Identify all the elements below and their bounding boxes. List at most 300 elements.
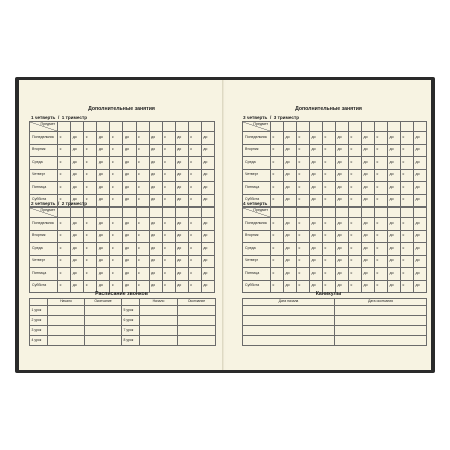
lesson-label: 5 урок (122, 306, 140, 316)
time-from-cell: с (297, 132, 310, 145)
time-to-cell: до (414, 255, 427, 268)
subject-cell (71, 122, 84, 132)
schedule-row (243, 218, 427, 231)
time-from-cell: с (323, 268, 336, 281)
time-from-cell: с (58, 182, 71, 195)
time-to-cell: до (71, 169, 84, 182)
subject-cell (388, 122, 401, 132)
time-to-cell: до (336, 230, 349, 243)
time-to-cell: до (123, 230, 136, 243)
subject-header-cell: Предмет (30, 208, 58, 218)
subject-cell (136, 208, 149, 218)
bell-start-header: Начало (48, 299, 85, 306)
time-from-cell: с (188, 280, 201, 293)
subject-cell (323, 208, 336, 218)
time-from-cell: с (110, 132, 123, 145)
time-to-cell: до (414, 230, 427, 243)
time-to-cell: до (310, 280, 323, 293)
time-from-cell: с (162, 230, 175, 243)
time-to-cell: до (284, 243, 297, 256)
time-to-cell: до (175, 132, 188, 145)
time-from-cell: с (323, 157, 336, 170)
time-to-cell: до (414, 169, 427, 182)
time-to-cell: до (284, 144, 297, 157)
day-label: Пятница (30, 268, 58, 281)
time-from-cell: с (323, 132, 336, 145)
time-from-cell: с (188, 218, 201, 231)
time-from-cell: с (323, 169, 336, 182)
time-to-cell: до (123, 255, 136, 268)
time-to-cell: до (175, 243, 188, 256)
subject-cell (297, 122, 310, 132)
subject-cell (110, 208, 123, 218)
time-to-cell: до (336, 169, 349, 182)
lesson-label: 3 урок (30, 326, 48, 336)
time-to-cell: до (336, 280, 349, 293)
time-from-cell: с (323, 218, 336, 231)
subject-cell (375, 208, 388, 218)
time-to-cell: до (310, 169, 323, 182)
schedule-row (243, 255, 427, 268)
subject-cell (97, 208, 110, 218)
time-to-cell: до (388, 230, 401, 243)
subject-cell (136, 122, 149, 132)
time-to-cell: до (388, 243, 401, 256)
time-to-cell: до (201, 218, 214, 231)
time-from-cell: с (162, 157, 175, 170)
day-label: Понедельник (30, 132, 58, 145)
time-from-cell: с (84, 169, 97, 182)
time-to-cell: до (149, 157, 162, 170)
time-from-cell: с (58, 230, 71, 243)
subject-cell (336, 208, 349, 218)
time-from-cell: с (188, 132, 201, 145)
time-from-cell: с (323, 230, 336, 243)
time-from-cell: с (162, 144, 175, 157)
time-from-cell: с (136, 243, 149, 256)
time-to-cell: до (175, 230, 188, 243)
time-to-cell: до (336, 144, 349, 157)
day-label: Суббота (30, 280, 58, 293)
time-from-cell: с (58, 194, 71, 207)
time-to-cell: до (388, 144, 401, 157)
time-to-cell: до (97, 280, 110, 293)
schedule-row (30, 243, 215, 256)
subject-cell (349, 122, 362, 132)
time-to-cell: до (123, 218, 136, 231)
time-to-cell: до (97, 230, 110, 243)
day-label: Пятница (243, 268, 271, 281)
subject-cell (71, 208, 84, 218)
time-from-cell: с (297, 144, 310, 157)
time-to-cell: до (336, 132, 349, 145)
time-to-cell: до (149, 169, 162, 182)
subject-header-cell: Предмет (243, 208, 271, 218)
time-to-cell: до (414, 132, 427, 145)
time-to-cell: до (201, 182, 214, 195)
subject-cell (175, 208, 188, 218)
schedule-row (243, 268, 427, 281)
subject-cell (414, 122, 427, 132)
time-from-cell: с (375, 280, 388, 293)
time-to-cell: до (149, 255, 162, 268)
subject-cell (323, 122, 336, 132)
time-to-cell: до (336, 255, 349, 268)
time-from-cell: с (162, 255, 175, 268)
time-from-cell: с (58, 255, 71, 268)
schedule-row (30, 169, 215, 182)
time-from-cell: с (271, 157, 284, 170)
time-from-cell: с (58, 280, 71, 293)
time-to-cell: до (175, 268, 188, 281)
day-label: Среда (30, 243, 58, 256)
time-from-cell: с (401, 268, 414, 281)
time-to-cell: до (123, 280, 136, 293)
time-to-cell: до (149, 243, 162, 256)
time-from-cell: с (110, 144, 123, 157)
time-from-cell: с (110, 169, 123, 182)
time-to-cell: до (71, 194, 84, 207)
time-from-cell: с (349, 268, 362, 281)
subject-cell (84, 208, 97, 218)
subject-cell (284, 208, 297, 218)
time-to-cell: до (336, 157, 349, 170)
time-from-cell: с (84, 255, 97, 268)
time-to-cell: до (414, 268, 427, 281)
time-from-cell: с (401, 255, 414, 268)
bell-end-header: Окончание (85, 299, 122, 306)
time-from-cell: с (162, 218, 175, 231)
time-from-cell: с (271, 144, 284, 157)
time-from-cell: с (162, 182, 175, 195)
subject-cell (362, 122, 375, 132)
subject-cell (401, 122, 414, 132)
bell-start-header: Начало (140, 299, 178, 306)
bell-end-header: Окончание (178, 299, 216, 306)
subject-cell (149, 208, 162, 218)
time-from-cell: с (188, 243, 201, 256)
time-from-cell: с (323, 280, 336, 293)
time-from-cell: с (323, 182, 336, 195)
time-to-cell: до (284, 280, 297, 293)
lesson-label: 8 урок (122, 336, 140, 346)
time-to-cell: до (284, 132, 297, 145)
time-to-cell: до (71, 157, 84, 170)
time-to-cell: до (71, 280, 84, 293)
subject-header-cell: Предмет (30, 122, 58, 132)
lesson-label: 7 урок (122, 326, 140, 336)
quarter-3-label: 3 четверть / 3 триместр (243, 115, 300, 120)
time-from-cell: с (349, 144, 362, 157)
time-to-cell: до (97, 268, 110, 281)
subject-cell (201, 122, 214, 132)
time-to-cell: до (388, 132, 401, 145)
time-from-cell: с (162, 243, 175, 256)
time-to-cell: до (201, 255, 214, 268)
time-from-cell: с (58, 169, 71, 182)
time-from-cell: с (136, 182, 149, 195)
time-to-cell: до (388, 280, 401, 293)
time-to-cell: до (201, 243, 214, 256)
time-to-cell: до (310, 182, 323, 195)
time-from-cell: с (136, 268, 149, 281)
time-to-cell: до (388, 194, 401, 207)
time-from-cell: с (375, 182, 388, 195)
holidays-title: Каникулы (315, 291, 342, 297)
time-from-cell: с (349, 194, 362, 207)
time-to-cell: до (362, 182, 375, 195)
time-to-cell: до (362, 157, 375, 170)
right-page-title: Дополнительные занятия (295, 106, 362, 112)
time-to-cell: до (284, 230, 297, 243)
time-to-cell: до (97, 144, 110, 157)
time-to-cell: до (388, 218, 401, 231)
time-from-cell: с (375, 144, 388, 157)
time-from-cell: с (375, 194, 388, 207)
time-to-cell: до (175, 194, 188, 207)
time-to-cell: до (310, 144, 323, 157)
subject-header-cell: Предмет (243, 122, 271, 132)
time-from-cell: с (401, 132, 414, 145)
time-from-cell: с (375, 157, 388, 170)
day-label: Четверг (243, 169, 271, 182)
time-from-cell: с (375, 132, 388, 145)
time-to-cell: до (310, 255, 323, 268)
schedule-table-q1 (29, 121, 215, 207)
time-from-cell: с (84, 218, 97, 231)
time-from-cell: с (323, 243, 336, 256)
time-from-cell: с (84, 230, 97, 243)
subject-cell (336, 122, 349, 132)
schedule-row (243, 243, 427, 256)
lesson-label: 4 урок (30, 336, 48, 346)
time-from-cell: с (271, 218, 284, 231)
day-label: Вторник (30, 230, 58, 243)
time-from-cell: с (401, 218, 414, 231)
time-from-cell: с (401, 230, 414, 243)
subject-cell (175, 122, 188, 132)
time-from-cell: с (136, 169, 149, 182)
time-to-cell: до (97, 243, 110, 256)
time-from-cell: с (297, 169, 310, 182)
time-from-cell: с (271, 194, 284, 207)
schedule-row (30, 144, 215, 157)
time-from-cell: с (323, 194, 336, 207)
day-label: Пятница (30, 182, 58, 195)
time-to-cell: до (149, 132, 162, 145)
day-label: Среда (30, 157, 58, 170)
time-from-cell: с (349, 230, 362, 243)
time-from-cell: с (110, 157, 123, 170)
time-from-cell: с (110, 243, 123, 256)
time-to-cell: до (123, 169, 136, 182)
time-to-cell: до (71, 132, 84, 145)
time-from-cell: с (271, 243, 284, 256)
subject-cell (188, 122, 201, 132)
subject-cell (401, 208, 414, 218)
time-to-cell: до (149, 268, 162, 281)
time-to-cell: до (97, 194, 110, 207)
time-to-cell: до (71, 182, 84, 195)
time-to-cell: до (175, 218, 188, 231)
time-from-cell: с (136, 144, 149, 157)
time-from-cell: с (188, 169, 201, 182)
time-from-cell: с (375, 255, 388, 268)
time-to-cell: до (362, 268, 375, 281)
time-from-cell: с (349, 255, 362, 268)
schedule-row (30, 218, 215, 231)
time-to-cell: до (336, 268, 349, 281)
time-to-cell: до (123, 243, 136, 256)
time-to-cell: до (388, 268, 401, 281)
schedule-row (243, 194, 427, 207)
time-to-cell: до (71, 255, 84, 268)
day-label: Вторник (243, 230, 271, 243)
time-from-cell: с (136, 157, 149, 170)
time-to-cell: до (362, 194, 375, 207)
time-to-cell: до (414, 157, 427, 170)
time-to-cell: до (97, 157, 110, 170)
left-page-title: Дополнительные занятия (88, 106, 155, 112)
day-label: Вторник (30, 144, 58, 157)
subject-cell (123, 122, 136, 132)
time-to-cell: до (123, 182, 136, 195)
time-from-cell: с (375, 230, 388, 243)
time-to-cell: до (284, 268, 297, 281)
time-to-cell: до (310, 268, 323, 281)
time-to-cell: до (336, 182, 349, 195)
time-to-cell: до (362, 218, 375, 231)
time-to-cell: до (123, 157, 136, 170)
time-to-cell: до (149, 280, 162, 293)
time-from-cell: с (297, 255, 310, 268)
time-from-cell: с (375, 218, 388, 231)
schedule-row (243, 182, 427, 195)
time-to-cell: до (362, 144, 375, 157)
time-to-cell: до (284, 169, 297, 182)
time-to-cell: до (336, 194, 349, 207)
time-to-cell: до (310, 230, 323, 243)
schedule-row (243, 157, 427, 170)
time-to-cell: до (414, 194, 427, 207)
time-to-cell: до (362, 132, 375, 145)
time-to-cell: до (310, 243, 323, 256)
time-to-cell: до (414, 280, 427, 293)
subject-cell (284, 122, 297, 132)
time-to-cell: до (71, 218, 84, 231)
day-label: Среда (243, 157, 271, 170)
time-to-cell: до (388, 157, 401, 170)
schedule-row (30, 132, 215, 145)
day-label: Четверг (243, 255, 271, 268)
day-label: Понедельник (243, 132, 271, 145)
time-from-cell: с (84, 280, 97, 293)
day-label: Четверг (30, 255, 58, 268)
subject-cell (310, 122, 323, 132)
time-from-cell: с (401, 169, 414, 182)
time-to-cell: до (362, 243, 375, 256)
schedule-table-q2 (29, 207, 215, 293)
time-from-cell: с (84, 194, 97, 207)
time-from-cell: с (136, 280, 149, 293)
schedule-table-q4 (242, 207, 427, 293)
time-from-cell: с (58, 268, 71, 281)
time-from-cell: с (297, 218, 310, 231)
subject-cell (271, 122, 284, 132)
time-to-cell: до (336, 243, 349, 256)
subject-cell (271, 208, 284, 218)
schedule-row (243, 132, 427, 145)
time-to-cell: до (284, 218, 297, 231)
quarter-2-label: 2 четверть / 2 триместр (31, 201, 88, 206)
time-from-cell: с (375, 169, 388, 182)
lesson-label: 6 урок (122, 316, 140, 326)
schedule-row (243, 169, 427, 182)
time-from-cell: с (188, 144, 201, 157)
time-from-cell: с (162, 132, 175, 145)
time-from-cell: с (188, 230, 201, 243)
time-from-cell: с (84, 243, 97, 256)
left-page (19, 80, 224, 370)
time-from-cell: с (136, 132, 149, 145)
time-to-cell: до (97, 255, 110, 268)
time-to-cell: до (310, 157, 323, 170)
time-from-cell: с (297, 230, 310, 243)
time-to-cell: до (414, 144, 427, 157)
time-to-cell: до (149, 194, 162, 207)
day-label: Суббота (243, 280, 271, 293)
time-from-cell: с (401, 144, 414, 157)
time-to-cell: до (175, 255, 188, 268)
time-from-cell: с (188, 157, 201, 170)
subject-cell (349, 208, 362, 218)
time-to-cell: до (97, 132, 110, 145)
subject-cell (362, 208, 375, 218)
time-to-cell: до (201, 280, 214, 293)
time-to-cell: до (362, 255, 375, 268)
time-from-cell: с (271, 280, 284, 293)
schedule-table-q3 (242, 121, 427, 207)
subject-cell (162, 208, 175, 218)
time-to-cell: до (175, 169, 188, 182)
time-to-cell: до (362, 280, 375, 293)
holiday-end-header: Дата окончания (335, 299, 427, 306)
time-from-cell: с (271, 169, 284, 182)
time-to-cell: до (310, 194, 323, 207)
day-label: Среда (243, 243, 271, 256)
subject-cell (188, 208, 201, 218)
time-to-cell: до (388, 169, 401, 182)
subject-cell (123, 208, 136, 218)
time-to-cell: до (71, 230, 84, 243)
quarter-4-label: 4 четверть (243, 201, 268, 206)
time-to-cell: до (201, 157, 214, 170)
time-to-cell: до (97, 218, 110, 231)
time-from-cell: с (110, 182, 123, 195)
time-to-cell: до (175, 144, 188, 157)
time-to-cell: до (201, 169, 214, 182)
time-to-cell: до (123, 144, 136, 157)
time-from-cell: с (401, 182, 414, 195)
time-from-cell: с (136, 194, 149, 207)
time-to-cell: до (201, 144, 214, 157)
time-from-cell: с (297, 268, 310, 281)
time-from-cell: с (162, 268, 175, 281)
time-from-cell: с (271, 132, 284, 145)
lesson-label: 2 урок (30, 316, 48, 326)
time-to-cell: до (284, 157, 297, 170)
time-to-cell: до (414, 218, 427, 231)
